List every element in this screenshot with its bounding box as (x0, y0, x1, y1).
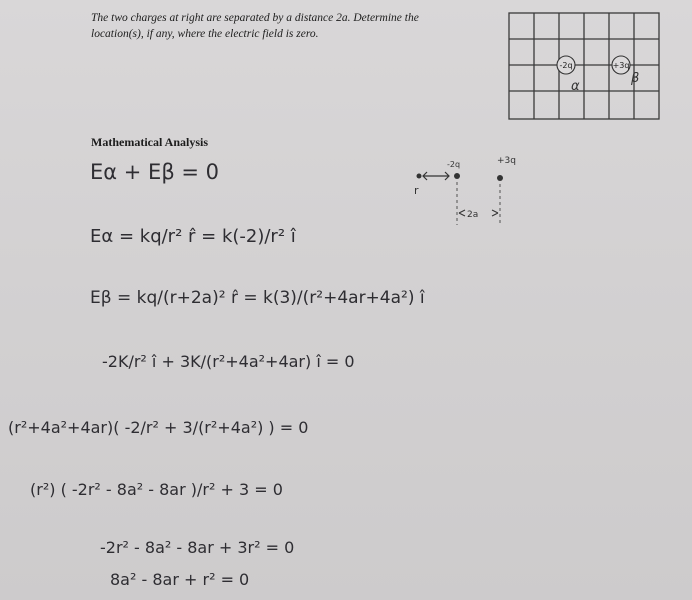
origin-point (417, 174, 422, 179)
beta-label: β (631, 71, 640, 86)
section-heading: Mathematical Analysis (91, 135, 208, 149)
sketch-distance-label: 2a (467, 210, 479, 220)
problem-line-1: The two charges at right are separated by a distance 2a. Determine the (91, 12, 419, 24)
equation-3: Eβ = kq/(r+2a)² r̂ = k(3)/(r²+4ar+4a²) î (90, 288, 425, 308)
equation-2: Eα = kq/r² r̂ = k(-2)/r² î (90, 226, 296, 247)
r-arrow (423, 172, 449, 180)
grid-lines (509, 13, 659, 119)
right-charge-dot (497, 175, 503, 181)
alpha-label: α (571, 79, 580, 94)
sketch-right-charge-label: +3q (497, 156, 516, 166)
problem-line-2: location(s), if any, where the electric field is zero. (91, 28, 319, 40)
problem-statement (91, 10, 491, 42)
equation-1: Eα + Eβ = 0 (90, 160, 220, 184)
distance-arrows (459, 210, 498, 216)
sketch-left-charge-label: -2q (447, 160, 461, 169)
equation-6: (r²) ( -2r² - 8a² - 8ar )/r² + 3 = 0 (30, 480, 283, 499)
sketch-r-label: r (414, 184, 419, 197)
equation-4: -2K/r² î + 3K/(r²+4a²+4ar) î = 0 (102, 352, 355, 371)
left-charge-dot (454, 173, 460, 179)
equation-5: (r²+4a²+4ar)( -2/r² + 3/(r²+4a²) ) = 0 (8, 418, 309, 437)
equation-8: 8a² - 8ar + r² = 0 (110, 570, 250, 589)
right-charge-label: +3q (612, 61, 630, 70)
charge-grid-figure (508, 12, 662, 122)
left-charge-label: -2q (559, 61, 573, 70)
charge-sketch (405, 150, 525, 230)
equation-7: -2r² - 8a² - 8ar + 3r² = 0 (100, 538, 295, 557)
